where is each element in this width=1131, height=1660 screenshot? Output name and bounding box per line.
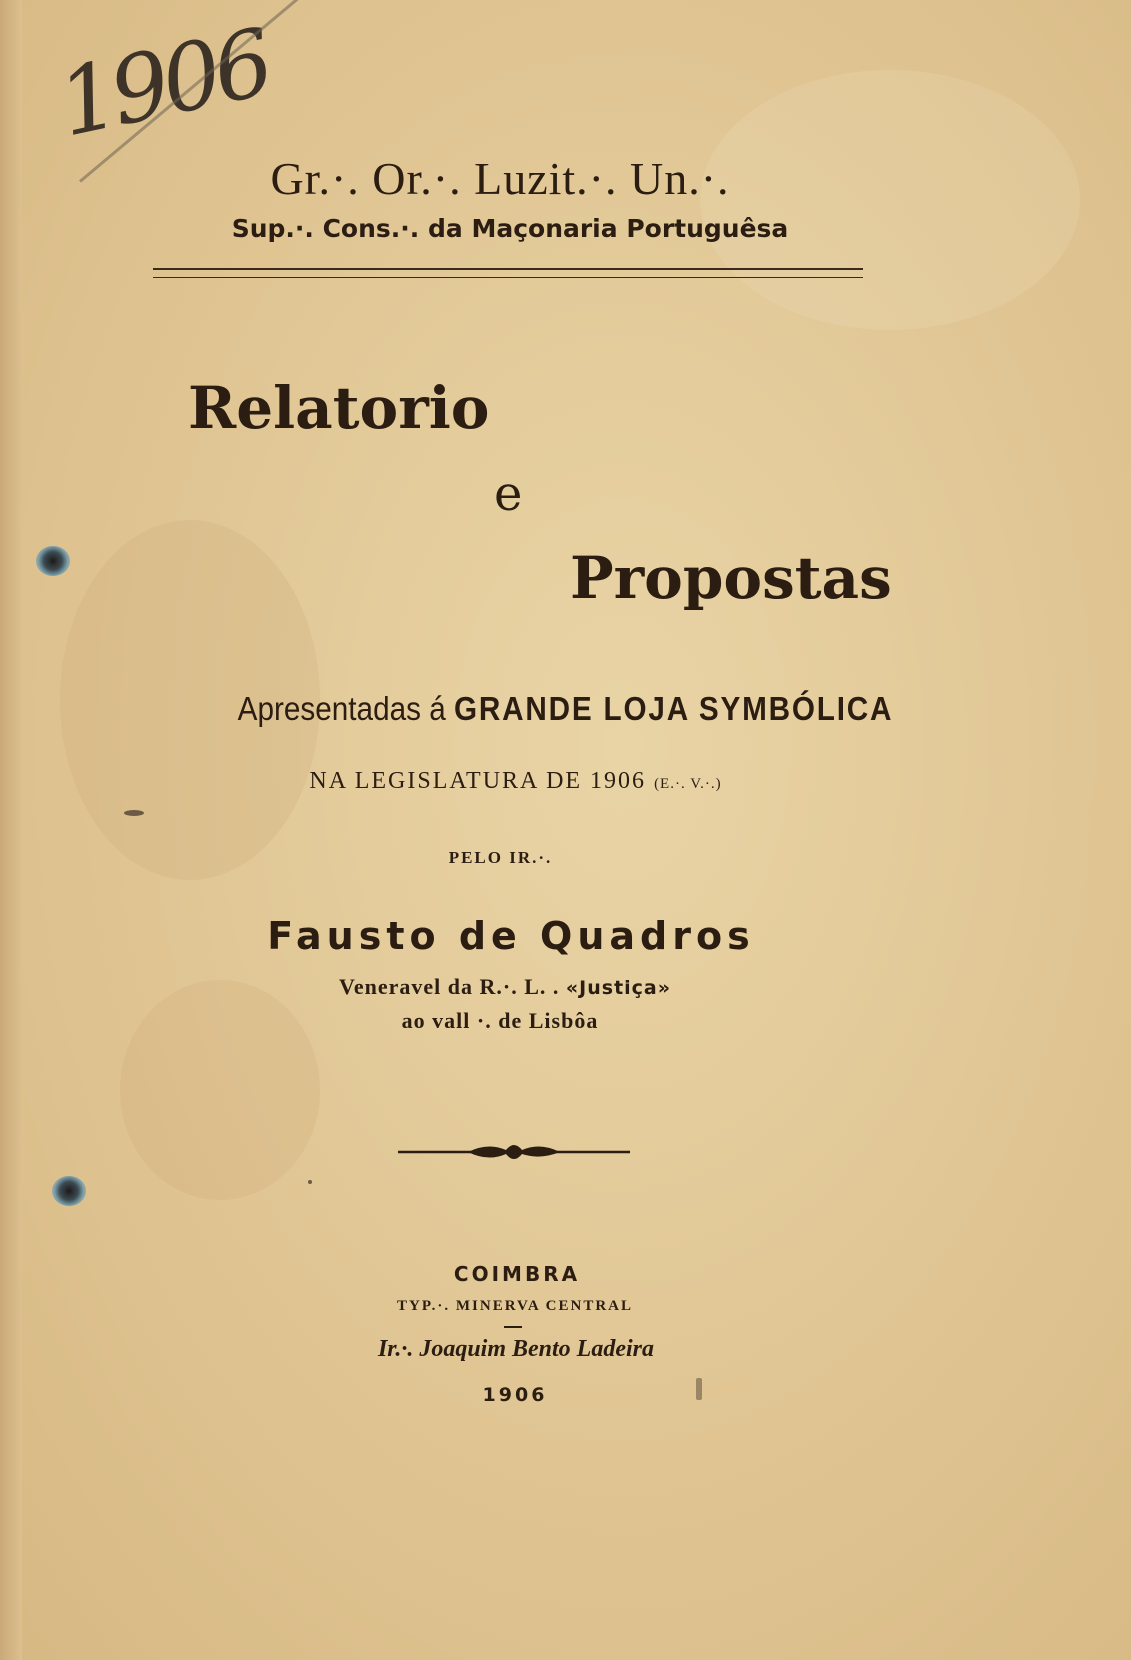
header-line-2: Sup.·. Cons.·. da Maçonaria Portuguêsa [231,214,789,243]
paper-speck [308,1180,312,1184]
author-lodge: «Justiça» [565,977,672,999]
author-role: Veneravel da R.·. L. . [338,974,560,999]
by-line: PELO IR.·. [448,848,553,867]
paper-speck [124,810,144,816]
header-line-1: Gr.·. Or.·. Luzit.·. Un.·. [270,153,730,204]
imprint-rule [504,1326,522,1328]
presented-prefix: Apresentadas á [237,690,446,727]
title-word-e: e [494,466,523,522]
author-name: Fausto de Quadros [267,914,755,958]
binding-hole [52,1176,86,1206]
imprint-press: TYP.·. MINERVA CENTRAL [396,1298,633,1314]
paper-speck [696,1378,702,1400]
ornament-divider [398,1136,630,1166]
binding-hole [36,546,70,576]
legislature-era: (E.·. V.·.) [654,776,722,792]
handwritten-year: 1906 [49,9,277,158]
author-role-line [0,974,1010,1000]
presented-emphasis: GRANDE LOJA SYMBÓLICA [453,690,894,727]
header-rule-thin [153,277,863,278]
imprint-printer: Ir.·. Joaquim Bento Ladeira [377,1336,655,1362]
header-rule [153,268,863,270]
presented-line [57,690,1075,728]
title-word-relatorio: Relatorio [188,374,490,442]
legislature-line [0,768,1031,795]
title-word-propostas: Propostas [570,544,892,612]
author-location: ao vall ·. de Lisbôa [401,1008,599,1033]
page-edge [0,0,22,1660]
imprint-city: COIMBRA [453,1262,581,1286]
imprint-year: 1906 [482,1384,548,1406]
legislature-main: NA LEGISLATURA DE 1906 [309,768,647,794]
